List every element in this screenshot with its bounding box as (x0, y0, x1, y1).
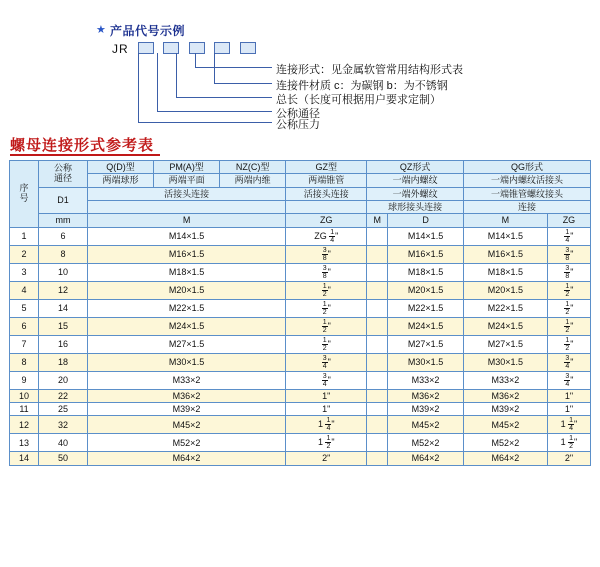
cell-d-qz: M20×1.5 (388, 281, 464, 299)
cell-zg-gz: $\frac{3}{8}$ " (286, 245, 367, 263)
table-row (10, 371, 591, 389)
cell-zg-qg: 1 $\frac{1}{2}$ " (547, 434, 590, 452)
cell-index: 9 (10, 371, 39, 389)
cell-zg-gz: $\frac{1}{2}$ " (286, 299, 367, 317)
cell-dn: 8 (39, 245, 88, 263)
code-box (240, 42, 256, 54)
leader-line (157, 53, 158, 111)
cell-d-qz: M14×1.5 (388, 227, 464, 245)
cell-zg-qg: $\frac{3}{8}$ " (547, 245, 590, 263)
cell-m-left: M27×1.5 (88, 335, 286, 353)
header-blank2 (286, 201, 367, 214)
header-left-connect: 活接头连接 (88, 187, 286, 200)
cell-zg-qg: $\frac{3}{4}$ " (547, 353, 590, 371)
cell-index: 7 (10, 335, 39, 353)
leader-line (214, 83, 272, 84)
cell-dn: 15 (39, 317, 88, 335)
legend-desc-dn: 公称通径 (276, 108, 320, 120)
cell-zg-gz: 2" (286, 452, 367, 465)
cell-zg-qg: $\frac{1}{4}$ " (547, 227, 590, 245)
header-qz-connect: 一端外螺纹 (367, 187, 464, 200)
cell-d-qz: M22×1.5 (388, 299, 464, 317)
cell-zg-qg: $\frac{3}{8}$ " (547, 263, 590, 281)
cell-d-qz: M52×2 (388, 434, 464, 452)
cell-d-qz: M16×1.5 (388, 245, 464, 263)
cell-index: 13 (10, 434, 39, 452)
cell-d-qz: M45×2 (388, 416, 464, 434)
table-row (10, 317, 591, 335)
cell-m-left: M33×2 (88, 371, 286, 389)
cell-index: 2 (10, 245, 39, 263)
cell-zg-gz: $\frac{3}{4}$ " (286, 353, 367, 371)
table-header-units (10, 214, 591, 227)
cell-zg-gz: $\frac{3}{4}$ " (286, 371, 367, 389)
unit-m-qg: M (463, 214, 547, 227)
cell-m-qz (367, 281, 388, 299)
cell-m-qz (367, 416, 388, 434)
header-group-pm: PM(A)型 (154, 161, 220, 174)
cell-m-qg: M33×2 (463, 371, 547, 389)
cell-zg-qg: 1" (547, 403, 590, 416)
cell-m-qg: M36×2 (463, 389, 547, 402)
star-icon: ★ (96, 24, 106, 36)
cell-m-qg: M16×1.5 (463, 245, 547, 263)
unit-d-qz: D (388, 214, 464, 227)
leader-line (157, 111, 272, 112)
cell-m-left: M14×1.5 (88, 227, 286, 245)
leader-line (138, 122, 272, 123)
cell-d-qz: M18×1.5 (388, 263, 464, 281)
cell-zg-gz: $\frac{1}{2}$ " (286, 335, 367, 353)
cell-m-qz (367, 353, 388, 371)
cell-dn: 12 (39, 281, 88, 299)
cell-m-qg: M14×1.5 (463, 227, 547, 245)
cell-index: 8 (10, 353, 39, 371)
cell-m-left: M22×1.5 (88, 299, 286, 317)
cell-m-qg: M20×1.5 (463, 281, 547, 299)
title-underline (10, 154, 160, 156)
cell-zg-qg: $\frac{1}{2}$ " (547, 281, 590, 299)
table-body (10, 227, 591, 465)
header-group-gz: GZ型 (286, 161, 367, 174)
cell-m-qz (367, 335, 388, 353)
cell-m-left: M16×1.5 (88, 245, 286, 263)
cell-dn: 14 (39, 299, 88, 317)
cell-dn: 50 (39, 452, 88, 465)
cell-m-left: M20×1.5 (88, 281, 286, 299)
cell-d-qz: M27×1.5 (388, 335, 464, 353)
cell-m-left: M36×2 (88, 389, 286, 402)
legend-desc-conn: 连接形式：见金属软管常用结构形式表 (276, 64, 463, 76)
legend-desc-length: 总长（长度可根据用户要求定制） (276, 94, 441, 106)
header-group-nz: NZ(C)型 (220, 161, 286, 174)
cell-zg-gz: ZG $\frac{1}{4}$ " (286, 227, 367, 245)
nut-connection-table (9, 160, 591, 466)
table-row (10, 434, 591, 452)
unit-zg: ZG (286, 214, 367, 227)
table-row (10, 227, 591, 245)
unit-zg-qg: ZG (547, 214, 590, 227)
table-row (10, 452, 591, 465)
header-group-qd: Q(D)型 (88, 161, 154, 174)
header-qg-connect: 一端锥管螺纹接头 (463, 187, 590, 200)
table-header-row4 (10, 201, 591, 214)
cell-zg-qg: $\frac{3}{4}$ " (547, 371, 590, 389)
table-row (10, 389, 591, 402)
cell-m-qg: M30×1.5 (463, 353, 547, 371)
cell-zg-qg: $\frac{1}{2}$ " (547, 317, 590, 335)
cell-index: 12 (10, 416, 39, 434)
cell-m-qz (367, 389, 388, 402)
cell-d-qz: M64×2 (388, 452, 464, 465)
code-box (138, 42, 154, 54)
product-code-legend (0, 0, 600, 131)
cell-m-left: M24×1.5 (88, 317, 286, 335)
header-group-qg: QG形式 (463, 161, 590, 174)
cell-zg-gz: $\frac{3}{8}$ " (286, 263, 367, 281)
table-header-row3 (10, 187, 591, 200)
table-header-row2 (10, 174, 591, 187)
table-row (10, 353, 591, 371)
cell-zg-gz: 1 $\frac{1}{2}$ " (286, 434, 367, 452)
unit-m-left: M (88, 214, 286, 227)
cell-m-qg: M24×1.5 (463, 317, 547, 335)
header-qd-sub: 两端球形 (88, 174, 154, 187)
cell-d-qz: M33×2 (388, 371, 464, 389)
cell-m-qg: M52×2 (463, 434, 547, 452)
cell-zg-gz: 1 $\frac{1}{4}$ " (286, 416, 367, 434)
cell-m-qz (367, 245, 388, 263)
leader-line (176, 53, 177, 97)
header-dn: 公称 通径 (39, 161, 88, 188)
cell-m-qg: M39×2 (463, 403, 547, 416)
cell-m-qz (367, 371, 388, 389)
cell-m-qg: M64×2 (463, 452, 547, 465)
header-pm-sub: 两端平面 (154, 174, 220, 187)
leader-line (195, 67, 272, 68)
code-box (189, 42, 205, 54)
cell-m-qg: M45×2 (463, 416, 547, 434)
cell-index: 3 (10, 263, 39, 281)
cell-index: 10 (10, 389, 39, 402)
header-qz-sub: 一端内螺纹 (367, 174, 464, 187)
header-blank (88, 201, 286, 214)
cell-zg-qg: $\frac{1}{2}$ " (547, 299, 590, 317)
table-row (10, 335, 591, 353)
leader-line (176, 97, 272, 98)
unit-mm: mm (39, 214, 88, 227)
table-header-row (10, 161, 591, 174)
leader-line (214, 53, 215, 83)
cell-zg-qg: 1" (547, 389, 590, 402)
table-row (10, 403, 591, 416)
cell-dn: 6 (39, 227, 88, 245)
code-box (214, 42, 230, 54)
cell-m-qz (367, 317, 388, 335)
cell-index: 14 (10, 452, 39, 465)
cell-m-left: M52×2 (88, 434, 286, 452)
cell-m-qz (367, 263, 388, 281)
legend-desc-pressure: 公称压力 (276, 119, 320, 131)
header-gz-connect: 活接头连接 (286, 187, 367, 200)
cell-m-qz (367, 434, 388, 452)
cell-index: 5 (10, 299, 39, 317)
cell-dn: 40 (39, 434, 88, 452)
table-row (10, 263, 591, 281)
table-row (10, 281, 591, 299)
cell-m-qg: M18×1.5 (463, 263, 547, 281)
leader-line (138, 53, 139, 122)
cell-m-left: M39×2 (88, 403, 286, 416)
cell-d-qz: M36×2 (388, 389, 464, 402)
header-qz-ball: 球形接头连接 (367, 201, 464, 214)
cell-m-left: M30×1.5 (88, 353, 286, 371)
cell-dn: 20 (39, 371, 88, 389)
cell-dn: 25 (39, 403, 88, 416)
cell-m-left: M64×2 (88, 452, 286, 465)
cell-m-qz (367, 452, 388, 465)
cell-zg-gz: 1" (286, 403, 367, 416)
cell-m-qg: M27×1.5 (463, 335, 547, 353)
cell-dn: 22 (39, 389, 88, 402)
cell-zg-gz: 1" (286, 389, 367, 402)
code-prefix: JR (112, 42, 129, 56)
header-gz-sub: 两端锥管 (286, 174, 367, 187)
cell-d-qz: M24×1.5 (388, 317, 464, 335)
cell-m-left: M45×2 (88, 416, 286, 434)
legend-desc-material: 连接件材质 c：为碳钢 b：为不锈钢 (276, 80, 448, 92)
cell-index: 11 (10, 403, 39, 416)
cell-index: 1 (10, 227, 39, 245)
cell-m-qz (367, 299, 388, 317)
cell-index: 4 (10, 281, 39, 299)
leader-line (195, 53, 196, 67)
cell-dn: 16 (39, 335, 88, 353)
cell-d-qz: M39×2 (388, 403, 464, 416)
table-row (10, 245, 591, 263)
cell-m-left: M18×1.5 (88, 263, 286, 281)
cell-zg-gz: $\frac{1}{2}$ " (286, 317, 367, 335)
header-index: 序 号 (10, 161, 39, 228)
cell-zg-qg: 2" (547, 452, 590, 465)
cell-m-qz (367, 227, 388, 245)
cell-dn: 10 (39, 263, 88, 281)
header-qg-conn2: 连接 (463, 201, 590, 214)
page-title: 螺母连接形式参考表 (10, 137, 155, 154)
code-box (163, 42, 179, 54)
cell-zg-gz: $\frac{1}{2}$ " (286, 281, 367, 299)
cell-zg-qg: $\frac{1}{2}$ " (547, 335, 590, 353)
cell-index: 6 (10, 317, 39, 335)
cell-dn: 18 (39, 353, 88, 371)
unit-m-qz: M (367, 214, 388, 227)
table-row (10, 299, 591, 317)
cell-d-qz: M30×1.5 (388, 353, 464, 371)
header-group-qz: QZ形式 (367, 161, 464, 174)
table-row (10, 416, 591, 434)
cell-m-qg: M22×1.5 (463, 299, 547, 317)
legend-title: 产品代号示例 (110, 24, 186, 38)
header-nz-sub: 两端内维 (220, 174, 286, 187)
cell-m-qz (367, 403, 388, 416)
cell-zg-qg: 1 $\frac{1}{4}$ " (547, 416, 590, 434)
cell-dn: 32 (39, 416, 88, 434)
header-d1: D1 (39, 187, 88, 214)
header-qg-sub: 一端内螺纹活接头 (463, 174, 590, 187)
